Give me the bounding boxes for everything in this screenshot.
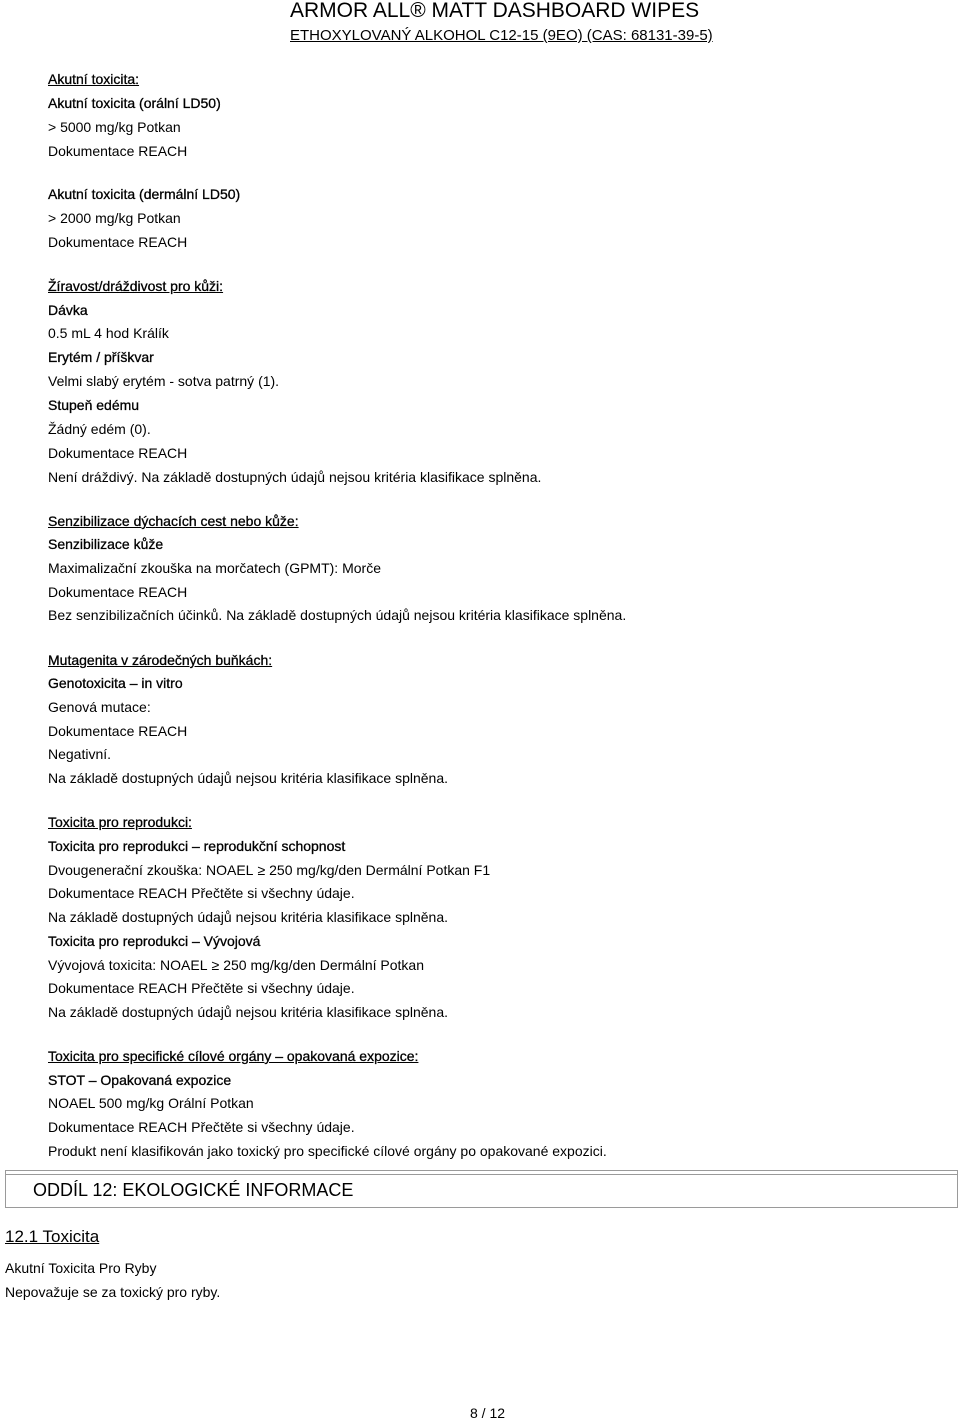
subheading-fertility: Toxicita pro reprodukci – reprodukční schopnost (48, 838, 346, 854)
text-line: Dokumentace REACH Přečtěte si všechny údaje. (48, 885, 355, 901)
geq-symbol: ≥ (257, 862, 266, 878)
heading-reproductive-toxicity: Toxicita pro reprodukci: (48, 814, 192, 830)
heading-acute-toxicity: Akutní toxicita: (48, 71, 140, 87)
text-line-noael (48, 862, 490, 879)
subheading-edema: Stupeň edému (48, 397, 140, 413)
document-subtitle: ETHOXYLOVANÝ ALKOHOL C12-15 (9EO) (CAS: 68131-39-5) (290, 27, 713, 44)
text-line: Na základě dostupných údajů nejsou kritéria klasifikace splněna. (48, 1004, 449, 1020)
text-fragment: Dvougenerační zkouška: NOAEL (48, 862, 254, 878)
text-line: Dokumentace REACH (48, 584, 188, 600)
heading-mutagenicity: Mutagenita v zárodečných buňkách: (48, 652, 273, 668)
text-line: Velmi slabý erytém - sotva patrný (1). (48, 373, 280, 389)
section-header-bar (5, 1170, 958, 1208)
geq-symbol: ≥ (211, 957, 220, 973)
subsection-title: 12.1 Toxicita (5, 1227, 100, 1246)
text-line: > 5000 mg/kg Potkan (48, 119, 181, 135)
heading-sensitisation: Senzibilizace dýchacích cest nebo kůže: (48, 513, 299, 529)
section-title: ODDÍL 12: EKOLOGICKÉ INFORMACE (33, 1180, 354, 1200)
text-line: Produkt není klasifikován jako toxický pro specifické cílové orgány po opakované expozici. (48, 1143, 607, 1159)
text-line: Dokumentace REACH Přečtěte si všechny údaje. (48, 1119, 355, 1135)
document-title: ARMOR ALL® MATT DASHBOARD WIPES (290, 0, 700, 22)
text-line-noael (48, 957, 424, 974)
text-line: > 2000 mg/kg Potkan (48, 210, 181, 226)
text-line: Není dráždivý. Na základě dostupných údajů nejsou kritéria klasifikace splněna. (48, 469, 542, 485)
subheading-dose: Dávka (48, 302, 88, 318)
text-fragment: Vývojová toxicita: NOAEL (48, 957, 208, 973)
text-line: 0.5 mL 4 hod Králík (48, 325, 169, 341)
subheading-genotoxicity: Genotoxicita – in vitro (48, 675, 183, 691)
text-fragment: 250 mg/kg/den Dermální Potkan F1 (269, 862, 491, 878)
text-line: Dokumentace REACH (48, 143, 188, 159)
text-line: Dokumentace REACH Přečtěte si všechny údaje. (48, 980, 355, 996)
subheading-fish-toxicity: Akutní Toxicita Pro Ryby (5, 1260, 157, 1276)
text-line: Dokumentace REACH (48, 445, 188, 461)
text-line: Negativní. (48, 746, 112, 762)
text-line: Dokumentace REACH (48, 234, 188, 250)
subheading-skin-sensitisation: Senzibilizace kůže (48, 536, 164, 552)
text-line: Na základě dostupných údajů nejsou kritéria klasifikace splněna. (48, 909, 449, 925)
heading-skin-corrosion: Žíravost/dráždivost pro kůži: (48, 278, 224, 294)
subheading-stot: STOT – Opakovaná expozice (48, 1072, 232, 1088)
heading-stot-repeated: Toxicita pro specifické cílové orgány – opakovaná expozice: (48, 1048, 419, 1064)
text-line: Nepovažuje se za toxický pro ryby. (5, 1284, 221, 1300)
text-line: NOAEL 500 mg/kg Orální Potkan (48, 1095, 254, 1111)
page-number: 8 / 12 (470, 1405, 506, 1421)
text-line: Bez senzibilizačních účinků. Na základě dostupných údajů nejsou kritéria klasifikace splněna. (48, 607, 627, 623)
text-line: Na základě dostupných údajů nejsou kritéria klasifikace splněna. (48, 770, 449, 786)
text-line: Maximalizační zkouška na morčatech (GPMT): Morče (48, 560, 381, 576)
text-line: Genová mutace: (48, 699, 151, 715)
subheading-dermal-ld50: Akutní toxicita (dermální LD50) (48, 186, 241, 202)
subheading-erythema: Erytém / příškvar (48, 349, 154, 365)
text-line: Dokumentace REACH (48, 723, 188, 739)
subheading-developmental: Toxicita pro reprodukci – Vývojová (48, 933, 261, 949)
text-fragment: 250 mg/kg/den Dermální Potkan (223, 957, 424, 973)
subheading-oral-ld50: Akutní toxicita (orální LD50) (48, 95, 221, 111)
text-line: Žádný edém (0). (48, 421, 151, 437)
